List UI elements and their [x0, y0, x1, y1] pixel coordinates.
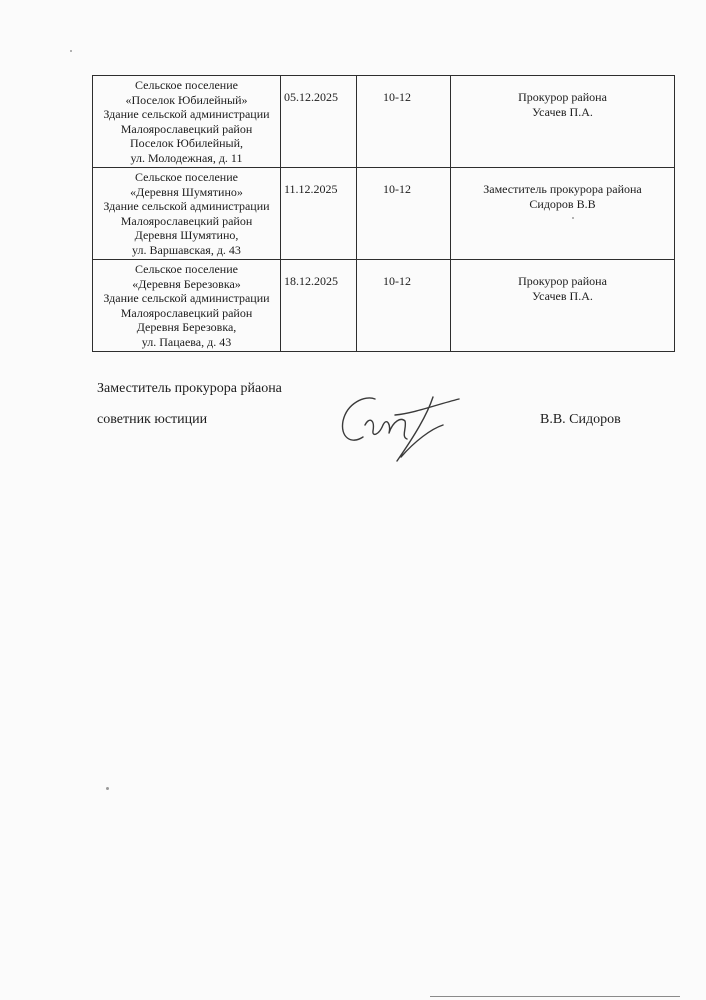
place-line: Здание сельской администрации [103, 107, 270, 121]
place-line: «Деревня Березовка» [132, 276, 241, 291]
place-line: Сельское поселение [135, 170, 238, 184]
signer-name: В.В. Сидоров [540, 412, 621, 427]
place-line: Здание сельской администрации [103, 199, 270, 213]
official-position: Заместитель прокурора района [483, 182, 642, 196]
place-line: Малоярославецкий район [120, 305, 253, 320]
place-line: «Деревня Шумятино» [130, 184, 243, 199]
table-row [93, 168, 675, 260]
place-cell [93, 168, 281, 260]
official-name: Усачев П.А. [532, 104, 593, 119]
reception-schedule-table [92, 75, 675, 352]
bottom-scan-line [430, 996, 680, 997]
place-cell [93, 260, 281, 352]
place-line: Поселок Юбилейный, [129, 136, 244, 150]
place-line: «Поселок Юбилейный» [125, 92, 248, 107]
official-position: Прокурор района [518, 90, 607, 104]
official-position: Прокурор района [518, 274, 607, 288]
scan-speck [106, 787, 109, 790]
time-cell: 10-12 [357, 76, 451, 168]
date-cell: 18.12.2025 [281, 260, 357, 352]
place-cell [93, 76, 281, 168]
official-cell [451, 260, 675, 352]
time-cell: 10-12 [357, 168, 451, 260]
place-line: ул. Варшавская, д. 43 [132, 242, 241, 257]
place-line: Деревня Березовка, [136, 320, 237, 334]
table-row [93, 76, 675, 168]
signer-rank: советник юстиции [97, 412, 208, 427]
official-cell [451, 168, 675, 260]
time-cell: 10-12 [357, 260, 451, 352]
scan-speck [572, 217, 574, 219]
place-line: Малоярославецкий район [120, 213, 253, 228]
official-name: Сидоров В.В [529, 196, 596, 211]
date-cell: 11.12.2025 [281, 168, 357, 260]
date-cell: 05.12.2025 [281, 76, 357, 168]
signer-position: Заместитель прокурора рйаона [97, 381, 282, 396]
place-line: Здание сельской администрации [103, 291, 270, 305]
table-row [93, 260, 675, 352]
official-name: Усачев П.А. [532, 288, 593, 303]
place-line: Сельское поселение [135, 262, 238, 276]
signature-stroke [343, 397, 459, 461]
place-line: Деревня Шумятино, [134, 228, 239, 242]
place-line: Малоярославецкий район [120, 121, 253, 136]
scan-speck [70, 50, 72, 52]
place-line: ул. Молодежная, д. 11 [130, 150, 243, 165]
handwritten-signature [335, 385, 465, 465]
place-line: ул. Пацаева, д. 43 [141, 334, 232, 349]
official-cell [451, 76, 675, 168]
place-line: Сельское поселение [135, 78, 238, 92]
